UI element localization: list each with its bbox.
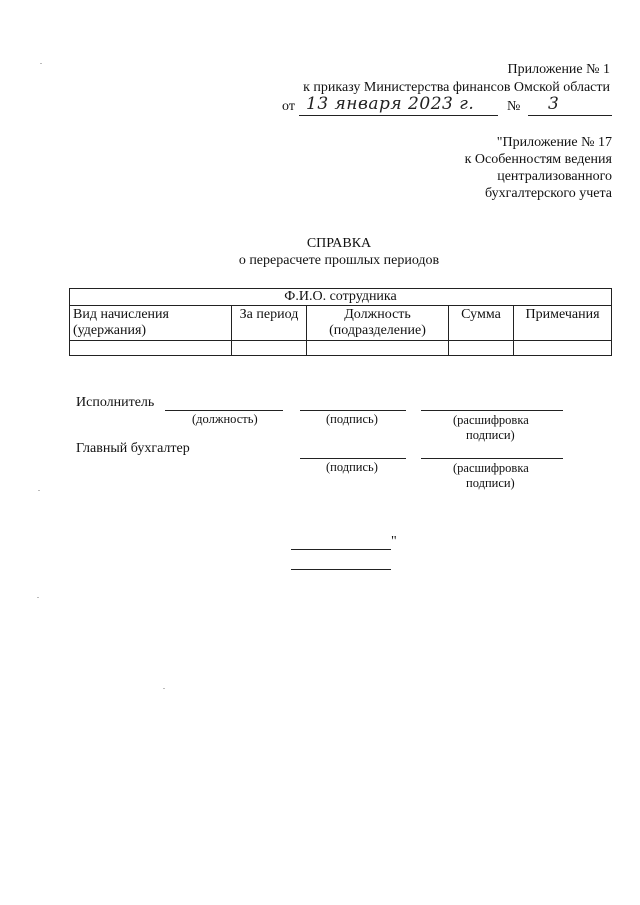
date-underline — [299, 115, 498, 116]
number-prefix: № — [507, 99, 521, 114]
appendix17-line2: к Особенностям ведения — [464, 152, 612, 167]
date-prefix: от — [282, 99, 295, 114]
scan-speck — [37, 597, 39, 598]
document-subtitle: о перерасчете прошлых периодов — [238, 253, 440, 268]
column-header-accrual-type: Вид начисления (удержания) — [70, 306, 232, 341]
executor-decode-line — [421, 410, 563, 411]
column-header-position: Должность (подразделение) — [307, 306, 449, 341]
decode-caption-line2: подписи) — [466, 476, 515, 490]
table-cell — [449, 341, 514, 356]
table-cell — [307, 341, 449, 356]
fio-header: Ф.И.О. сотрудника — [70, 289, 612, 306]
chief-signature-line — [300, 458, 406, 459]
column-header-notes: Примечания — [514, 306, 612, 341]
scan-speck — [38, 490, 40, 491]
decode-caption-line1: (расшифровка — [453, 461, 529, 475]
recalculation-table — [69, 288, 612, 356]
executor-label: Исполнитель — [76, 395, 155, 410]
closing-line-2 — [291, 569, 391, 570]
table-cell — [514, 341, 612, 356]
scan-speck — [40, 63, 42, 64]
decode-caption-line2: подписи) — [466, 428, 515, 442]
appendix17-line3: централизованного — [497, 169, 612, 184]
document-title: СПРАВКА — [306, 236, 372, 251]
closing-quote: " — [391, 534, 397, 549]
executor-signature-line — [300, 410, 406, 411]
column-header-period: За период — [232, 306, 307, 341]
handwritten-number: 3 — [548, 94, 560, 114]
table-cell — [70, 341, 232, 356]
closing-line-1 — [291, 549, 391, 550]
column-header-amount: Сумма — [449, 306, 514, 341]
scan-speck — [163, 688, 165, 689]
executor-position-line — [165, 410, 283, 411]
order-reference: к приказу Министерства финансов Омской области — [303, 80, 610, 95]
decode-caption-line1: (расшифровка — [453, 413, 529, 427]
number-underline — [528, 115, 612, 116]
appendix17-line4: бухгалтерского учета — [485, 186, 612, 201]
appendix17-title: "Приложение № 17 — [496, 135, 612, 150]
position-caption: (должность) — [192, 412, 258, 426]
table-cell — [232, 341, 307, 356]
appendix-number: Приложение № 1 — [507, 62, 610, 77]
chief-accountant-label: Главный бухгалтер — [76, 441, 190, 456]
signature-caption: (подпись) — [326, 460, 378, 474]
handwritten-date: 13 января 2023 г. — [306, 94, 475, 114]
chief-decode-line — [421, 458, 563, 459]
table-row — [70, 341, 612, 356]
signature-caption: (подпись) — [326, 412, 378, 426]
